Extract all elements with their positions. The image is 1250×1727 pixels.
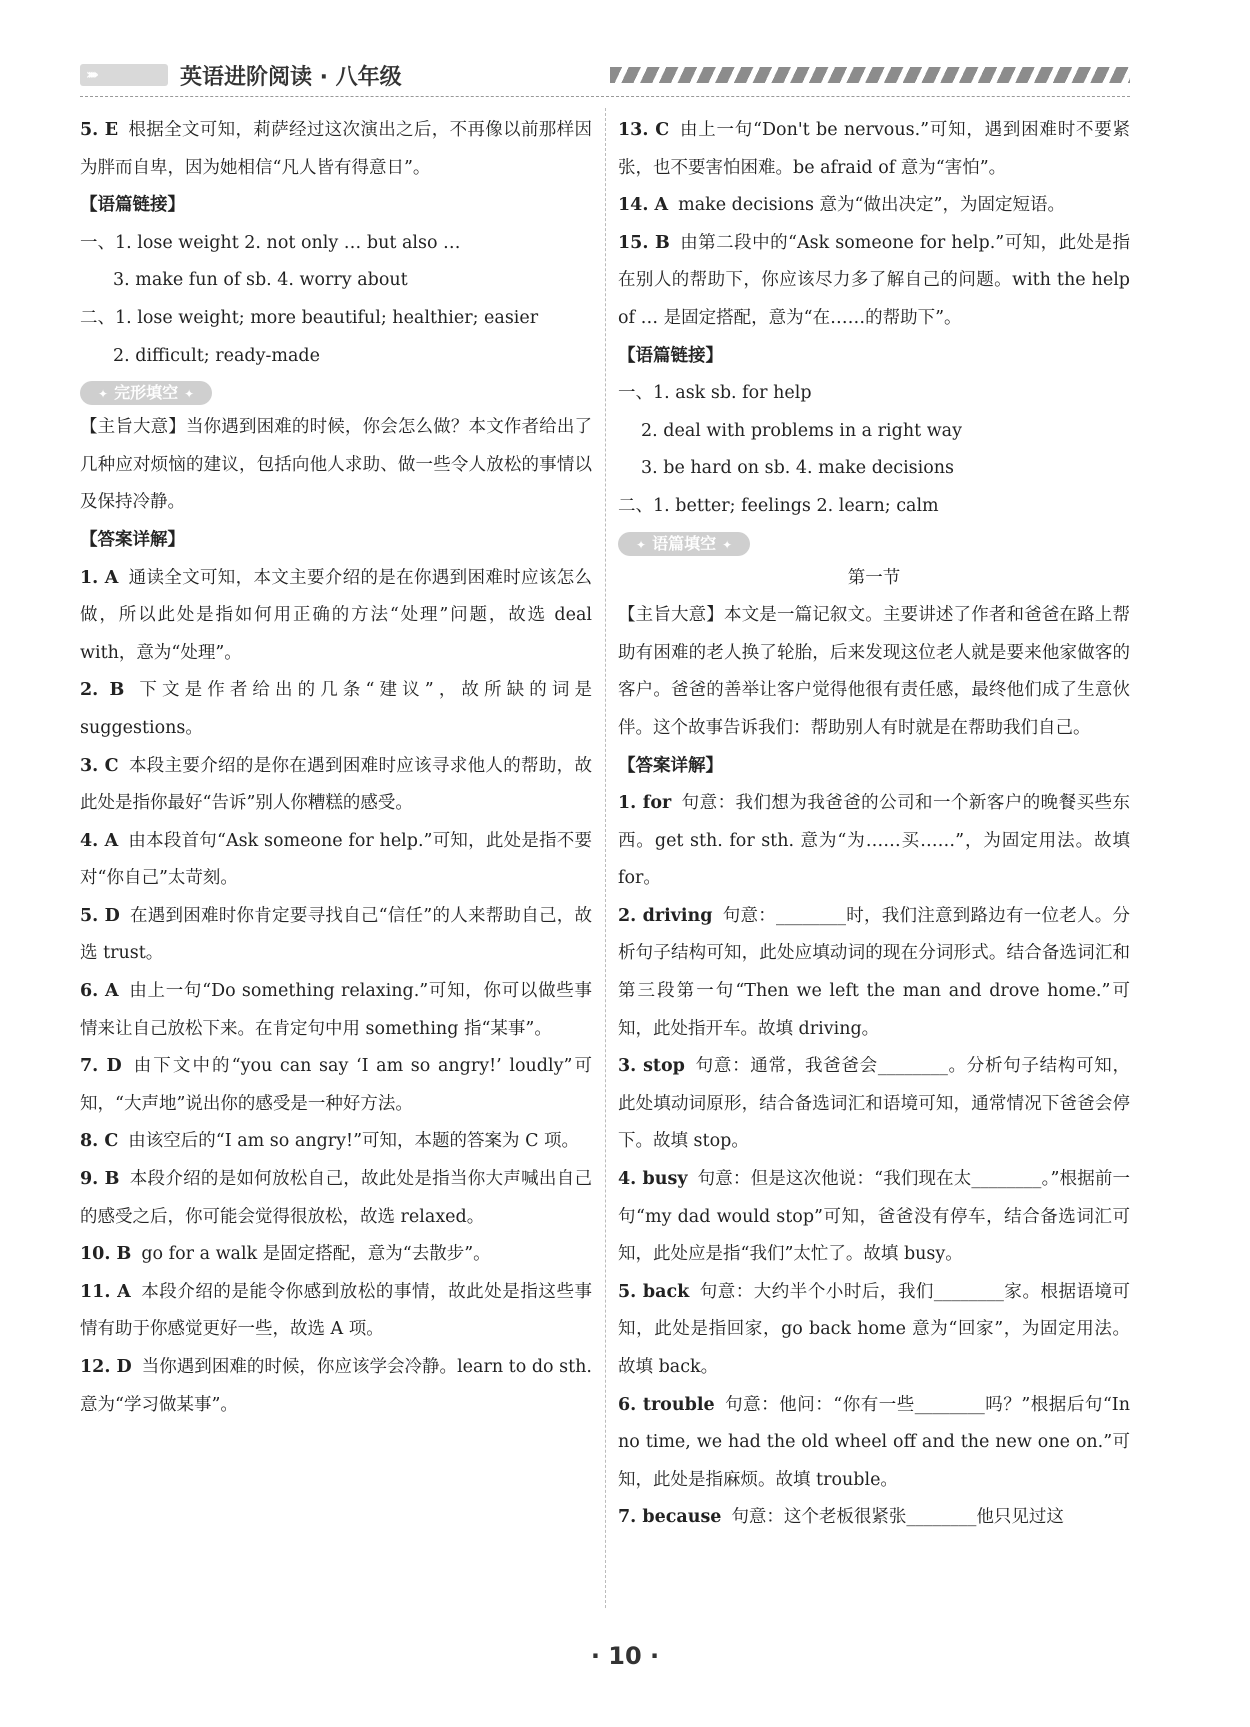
answer-item: 4. A 由本段首句“Ask someone for help.”可知，此处是指不要对“你自己”太苛刻。 (80, 830, 592, 889)
answer-item: 2. driving 句意：________时，我们注意到路边有一位老人。分析句子结构可知，此处应填动词的现在分词形式。结合备选词汇和第三段第一句“Then we left the man and drove home.”可知，此处指开车。故填 driving。 (618, 905, 1130, 1039)
arrow-decoration-icon: ››››› (80, 64, 168, 86)
answer-item: 11. A 本段介绍的是能令你感到放松的事情，故此处是指这些事情有助于你感觉更好一些，故选 A 项。 (80, 1281, 592, 1340)
answer-item: 5. back 句意：大约半个小时后，我们________家。根据语境可知，此处是指回家，go back home 意为“回家”，为固定用法。故填 back。 (618, 1281, 1131, 1377)
section-title: 【语篇链接】 (80, 195, 185, 216)
link-line: 2. difficult; ready-made (113, 345, 320, 366)
section-banner: ✦ 完形填空 ✦ (80, 381, 212, 405)
answer-item: 2. B 下文是作者给出的几条“建议”，故所缺的词是 suggestions。 (80, 680, 592, 738)
answer-item: 10. B go for a walk 是固定搭配，意为“去散步”。 (80, 1244, 491, 1265)
link-line: 二、1. better; feelings 2. learn; calm (618, 495, 939, 516)
main-idea: 【主旨大意】本文是一篇记叙文。主要讲述了作者和爸爸在路上帮助有困难的老人换了轮胎，后来发现这位老人就是要来他家做客的客户。爸爸的善举让客户觉得他很有责任感，最终他们成了生意伙伴。这个故事告诉我们：帮助别人有时就是在帮助我们自己。 (618, 605, 1130, 738)
answer-item: 3. C 本段主要介绍的是你在遇到困难时应该寻求他人的帮助，故此处是指你最好“告诉”别人你糟糕的感受。 (80, 755, 593, 814)
answer-item: 13. C 由上一句“Don't be nervous.”可知，遇到困难时不要紧张，也不要害怕困难。be afraid of 意为“害怕”。 (618, 120, 1130, 178)
link-line: 2. deal with problems in a right way (641, 420, 963, 441)
link-line: 3. be hard on sb. 4. make decisions (641, 458, 955, 479)
section-title: 【语篇链接】 (618, 345, 723, 366)
column-divider (605, 108, 606, 1608)
answer-item: 1. for 句意：我们想为我爸爸的公司和一个新客户的晚餐买些东西。get sth. for sth. 意为“为……买……”，为固定用法。故填 for。 (618, 793, 1130, 889)
main-idea: 【主旨大意】当你遇到困难的时候，你会怎么做？本文作者给出了几种应对烦恼的建议，包括向他人求助、做一些令人放松的事情以及保持冷静。 (80, 417, 592, 513)
header-divider (80, 96, 1130, 97)
section-banner: ✦ 语篇填空 ✦ (618, 532, 750, 556)
answer-item: 12. D 当你遇到困难的时候，你应该学会冷静。learn to do sth. 意为“学习做某事”。 (80, 1357, 592, 1415)
link-line: 二、1. lose weight; more beautiful; healthier; easier (80, 307, 539, 328)
left-column (80, 112, 592, 1424)
right-column (618, 112, 1130, 1537)
section-title: 【答案详解】 (80, 529, 185, 550)
book-title: 英语进阶阅读 · 八年级 (180, 65, 402, 90)
link-line: 一、1. lose weight 2. not only … but also … (80, 232, 461, 253)
link-line: 一、1. ask sb. for help (618, 383, 812, 404)
section-title: 【答案详解】 (618, 755, 723, 776)
answer-item: 14. A make decisions 意为“做出决定”，为固定短语。 (618, 195, 1065, 216)
page-number: · 10 · (590, 1642, 660, 1670)
answer-item: 6. A 由上一句“Do something relaxing.”可知，你可以做些事情来让自己放松下来。在肯定句中用 something 指“某事”。 (80, 981, 592, 1039)
answer-item: 1. A 通读全文可知，本文主要介绍的是在你遇到困难时应该怎么做，所以此处是指如何用正确的方法“处理”问题，故选 deal with，意为“处理”。 (80, 567, 592, 663)
answer-item: 6. trouble 句意：他问：“你有一些________吗？”根据后句“In no time, we had the old wheel off and the new one on.”可知，此处是指麻烦。故填 trouble。 (618, 1394, 1130, 1490)
answer-item: 9. B 本段介绍的是如何放松自己，故此处是指当你大声喊出自己的感受之后，你可能会觉得很放松，故选 relaxed。 (80, 1169, 593, 1227)
answer-item: 4. busy 句意：但是这次他说：“我们现在太________。”根据前一句“my dad would stop”可知，爸爸没有停车，结合备选词汇可知，此处应是指“我们”太忙了。故填 busy。 (618, 1169, 1130, 1265)
answer-item: 8. C 由该空后的“I am so angry!”可知，本题的答案为 C 项。 (80, 1131, 580, 1152)
answer-item: 7. because 句意：这个老板很紧张________他只见过这 (618, 1507, 1064, 1528)
answer-item: 7. D 由下文中的“you can say ‘I am so angry!’ loudly”可知，“大声地”说出你的感受是一种好方法。 (80, 1056, 592, 1114)
answer-item: 5. E 根据全文可知，莉萨经过这次演出之后，不再像以前那样因为胖而自卑，因为她相信“凡人皆有得意日”。 (80, 120, 592, 178)
page-header (80, 58, 1130, 92)
answer-item: 3. stop 句意：通常，我爸爸会________。分析句子结构可知，此处填动词原形，结合备选词汇和语境可知，通常情况下爸爸会停下。故填 stop。 (618, 1056, 1130, 1152)
subsection-title: 第一节 (847, 567, 901, 588)
link-line: 3. make fun of sb. 4. worry about (113, 270, 408, 291)
answer-item: 15. B 由第二段中的“Ask someone for help.”可知，此处是指在别人的帮助下，你应该尽力多了解自己的问题。with the help of … 是固定搭配，意为“在……的帮助下”。 (618, 232, 1130, 328)
answer-item: 5. D 在遇到困难时你肯定要寻找自己“信任”的人来帮助自己，故选 trust。 (80, 905, 592, 964)
stripe-decoration (610, 67, 1130, 83)
